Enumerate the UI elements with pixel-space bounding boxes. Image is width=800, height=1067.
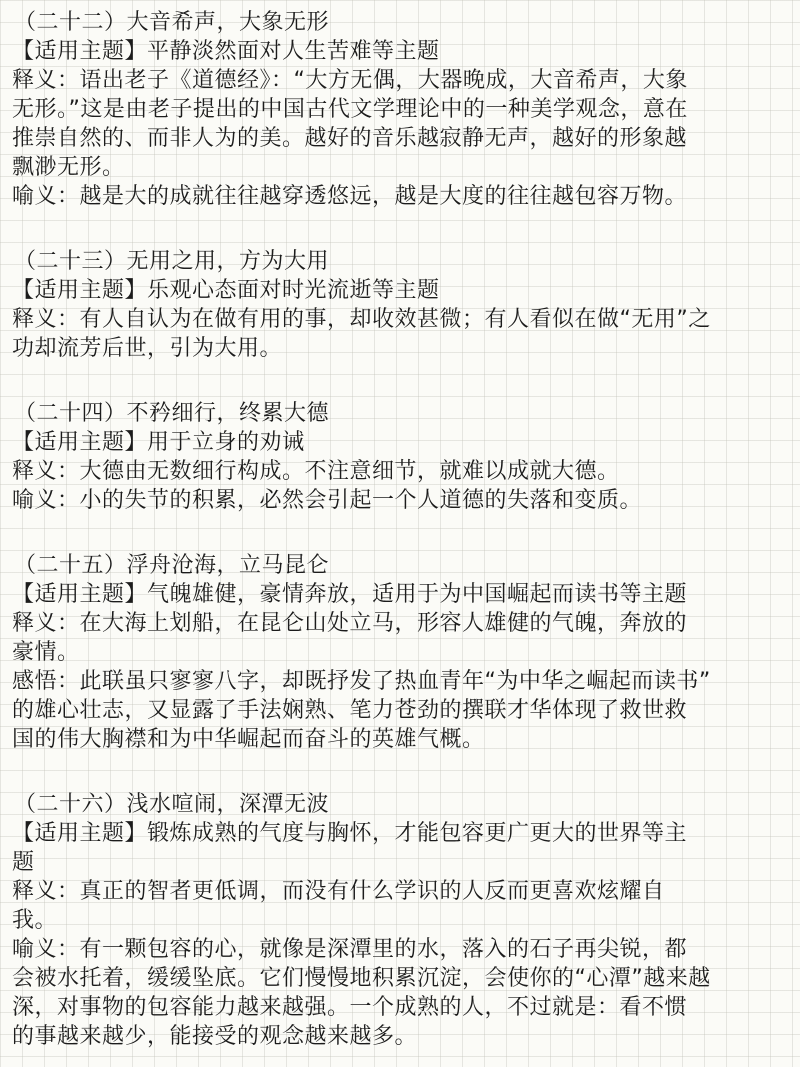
- text-line: 豪情。: [12, 640, 80, 665]
- section-5: [12, 790, 790, 1051]
- text-line: 释义：真正的智者更低调，而没有什么学识的人反而更喜欢炫耀自: [12, 879, 665, 904]
- text-line: 会被水托着，缓缓坠底。它们慢慢地积累沉淀，会使你的“心潭”越来越: [12, 966, 711, 991]
- section-heading: （二十六）浅水喧闹，深潭无波: [14, 792, 330, 817]
- text-line: 释义：语出老子《道德经》：“大方无偶，大器晚成，大音希声，大象: [12, 68, 688, 93]
- text-line: 喻义：有一颗包容的心，就像是深潭里的水，落入的石子再尖锐，都: [12, 937, 688, 962]
- text-line: 深，对事物的包容能力越来越强。一个成熟的人，不过就是：看不惯: [12, 995, 688, 1020]
- section-2: [12, 247, 790, 363]
- text-line: 【适用主题】锻炼成熟的气度与胸怀，才能包容更广更大的世界等主: [12, 821, 688, 846]
- text-line: 我。: [12, 908, 58, 933]
- text-line: 题: [12, 850, 35, 875]
- text-line: 国的伟大胸襟和为中华崛起而奋斗的英雄气概。: [12, 727, 485, 752]
- section-heading: （二十三）无用之用，方为大用: [14, 249, 330, 274]
- section-1: [12, 8, 790, 211]
- text-line: 的雄心壮志，又显露了手法娴熟、笔力苍劲的撰联才华体现了救世救: [12, 698, 688, 723]
- text-line: 无形。”这是由老子提出的中国古代文学理论中的一种美学观念，意在: [12, 97, 688, 122]
- text-line: 的事越来越少，能接受的观念越来越多。: [12, 1024, 418, 1049]
- document-content: [12, 8, 790, 1051]
- text-line: 释义：在大海上划船，在昆仑山处立马，形容人雄健的气魄，奔放的: [12, 611, 688, 636]
- text-line: 喻义：小的失节的积累，必然会引起一个人道德的失落和变质。: [12, 488, 643, 513]
- text-line: 释义：有人自认为在做有用的事，却收效甚微；有人看似在做“无用”之: [12, 307, 711, 332]
- text-line: 功却流芳后世，引为大用。: [12, 336, 283, 361]
- text-line: 飘渺无形。: [12, 155, 125, 180]
- text-line: 【适用主题】气魄雄健，豪情奔放，适用于为中国崛起而读书等主题: [12, 582, 688, 607]
- text-line: 【适用主题】乐观心态面对时光流逝等主题: [12, 278, 440, 303]
- text-line: 感悟：此联虽只寥寥八字，却既抒发了热血青年“为中华之崛起而读书”: [12, 669, 711, 694]
- section-4: [12, 551, 790, 754]
- text-line: 【适用主题】用于立身的劝诫: [12, 430, 305, 455]
- text-line: 喻义：越是大的成就往往越穿透悠远，越是大度的往往越包容万物。: [12, 184, 688, 209]
- section-heading: （二十五）浮舟沧海，立马昆仑: [14, 553, 330, 578]
- text-line: 释义：大德由无数细行构成。不注意细节，就难以成就大德。: [12, 459, 620, 484]
- text-line: 【适用主题】平静淡然面对人生苦难等主题: [12, 39, 440, 64]
- section-heading: （二十二）大音希声，大象无形: [14, 10, 330, 35]
- section-heading: （二十四）不矜细行，终累大德: [14, 401, 330, 426]
- text-line: 推崇自然的、而非人为的美。越好的音乐越寂静无声，越好的形象越: [12, 126, 688, 151]
- section-3: [12, 399, 790, 515]
